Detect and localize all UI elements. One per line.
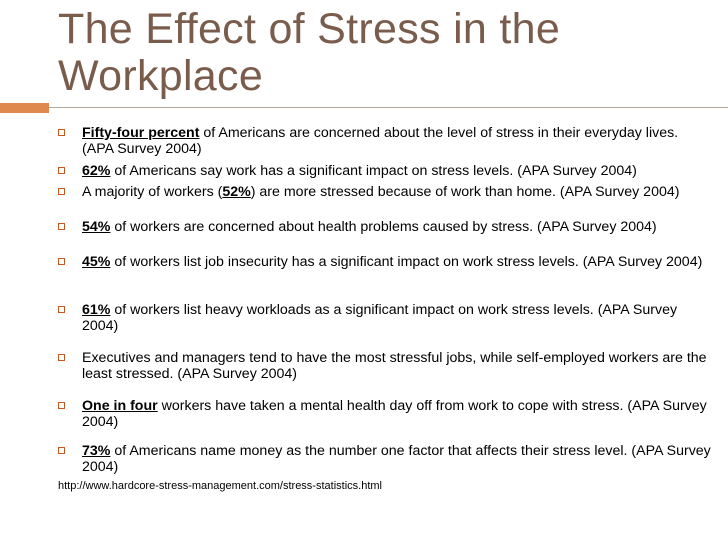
statistic-highlight: 52% [222,184,251,200]
square-bullet-icon [58,129,65,136]
statistic-highlight: 54% [82,219,111,235]
bullet-text: Executives and managers tend to have the most stressful jobs, while self-employed workers are the least stressed. (APA Survey 2004) [82,350,707,382]
square-bullet-icon [58,188,65,195]
statistic-highlight: One in four [82,398,158,414]
bullet-text: 61% of workers list heavy workloads as a significant impact on work stress levels. (APA Survey 2004) [82,302,678,334]
source-url: http://www.hardcore-stress-management.com/stress-statistics.html [58,480,382,492]
bullet-text: One in four workers have taken a mental health day off from work to cope with stress. (APA Survey 2004) [82,398,707,430]
square-bullet-icon [58,223,65,230]
divider-rule [49,107,728,108]
bullet-text: 73% of Americans name money as the number one factor that affects their stress level. (APA Survey 2004) [82,443,711,475]
bullet-text: 62% of Americans say work has a significant impact on stress levels. (APA Survey 2004) [82,163,637,179]
square-bullet-icon [58,167,65,174]
square-bullet-icon [58,306,65,313]
statistic-highlight: Fifty-four percent [82,125,200,141]
bullet-text: 45% of workers list job insecurity has a significant impact on work stress levels. (APA Survey 2004) [82,254,703,270]
square-bullet-icon [58,402,65,409]
square-bullet-icon [58,258,65,265]
statistic-highlight: 45% [82,254,111,270]
bullet-text: A majority of workers (52%) are more stressed because of work than home. (APA Survey 2004) [82,184,680,200]
square-bullet-icon [58,354,65,361]
title-divider [0,103,728,113]
accent-block [0,103,49,113]
slide-title: The Effect of Stress in the Workplace [58,5,561,100]
bullet-text: 54% of workers are concerned about health problems caused by stress. (APA Survey 2004) [82,219,657,235]
statistic-highlight: 61% [82,302,111,318]
bullet-text: Fifty-four percent of Americans are concerned about the level of stress in their everyday lives. (APA Survey 2004) [82,125,679,157]
statistic-highlight: 73% [82,443,111,459]
statistic-highlight: 62% [82,163,111,179]
square-bullet-icon [58,447,65,454]
